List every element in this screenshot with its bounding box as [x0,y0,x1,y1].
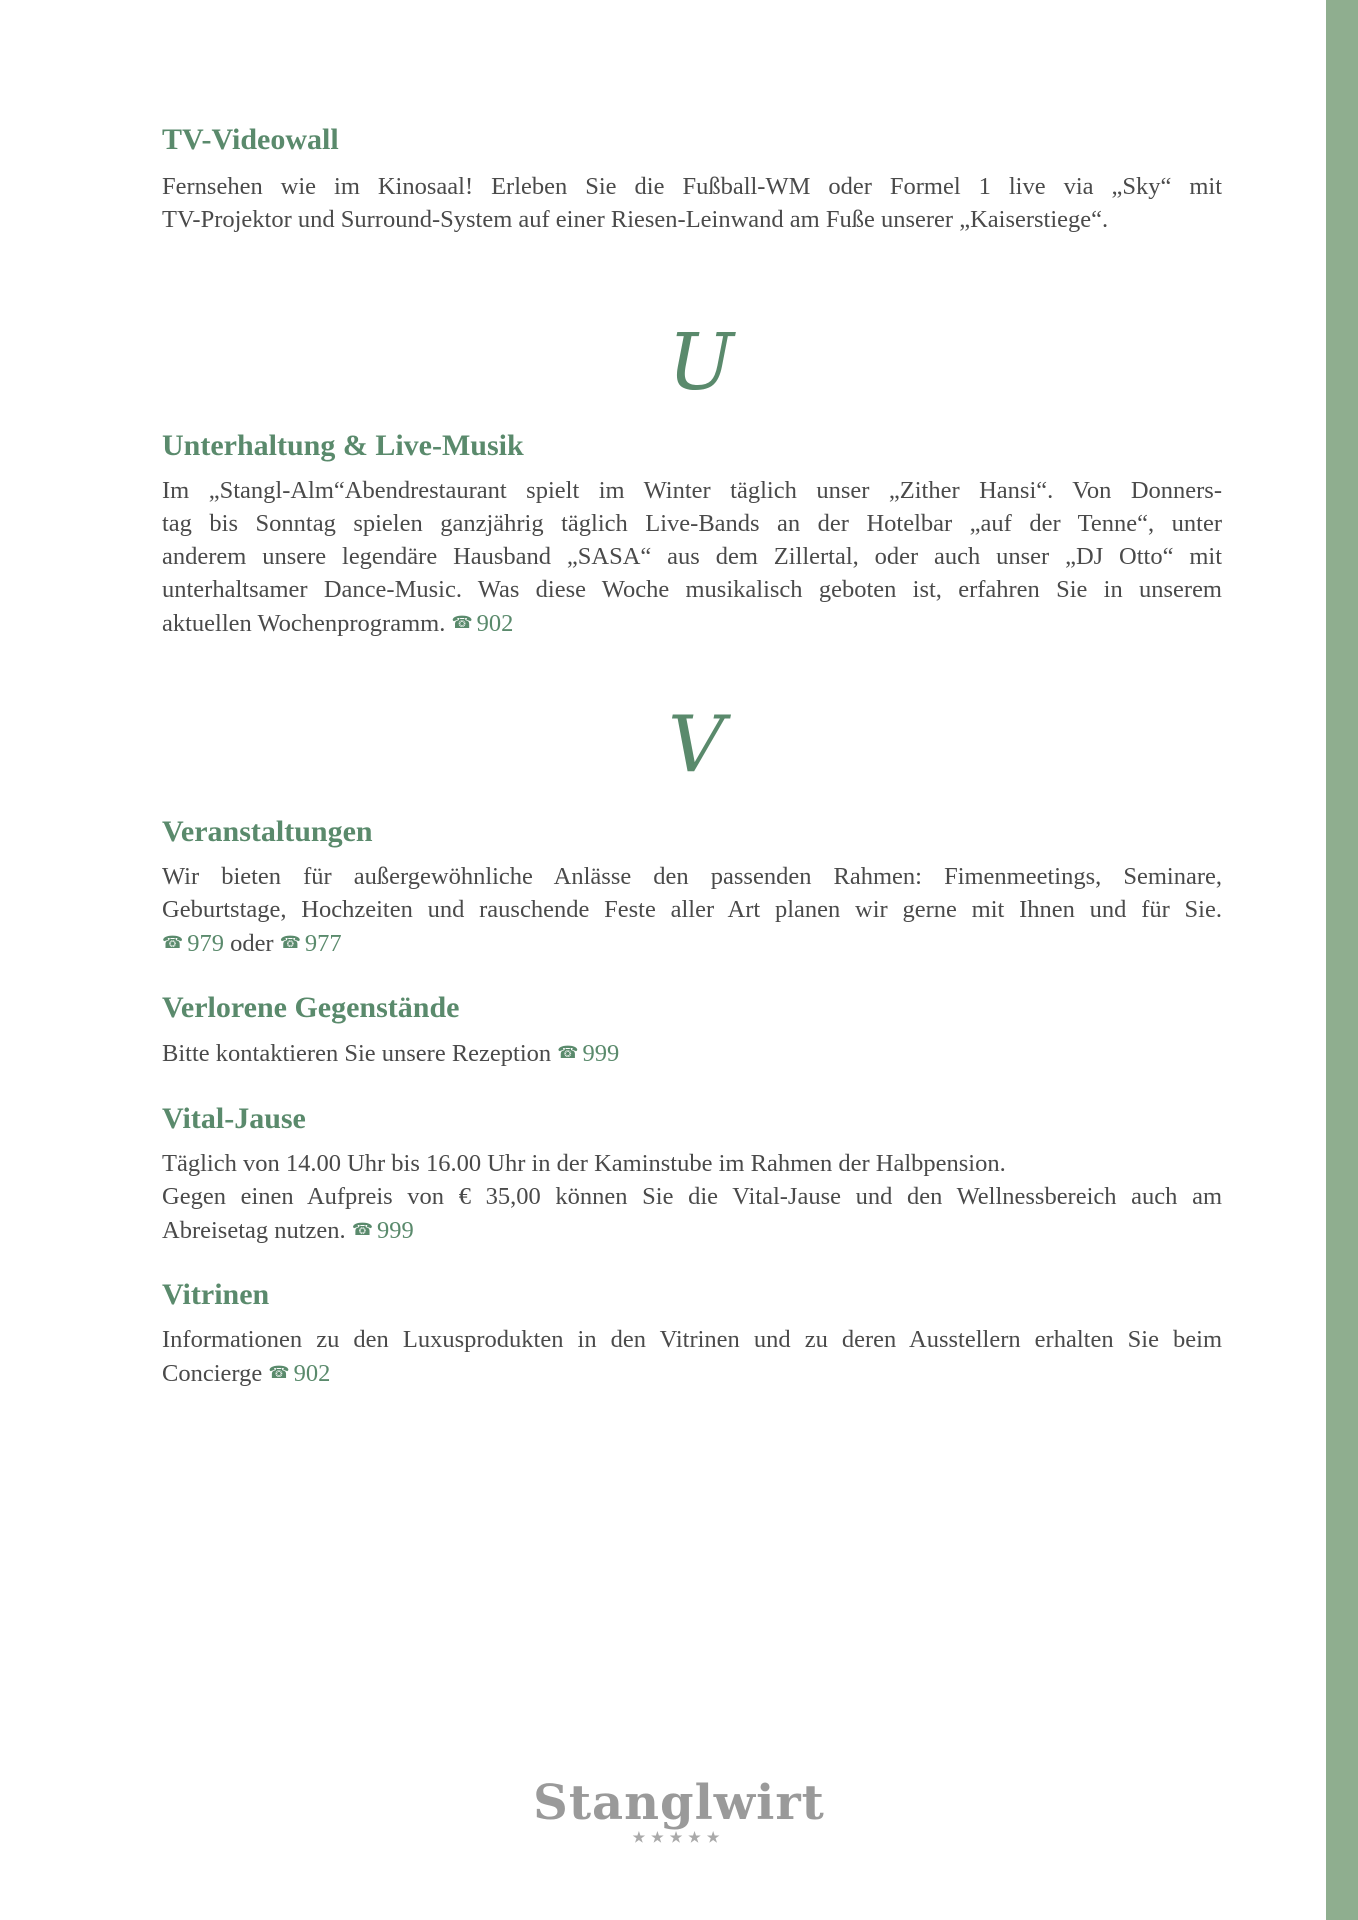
phone-link[interactable] [451,610,513,637]
paragraph-tv-videowall [162,170,1222,236]
heading-tv-videowall: TV-Videowall [162,123,339,156]
phone-link[interactable] [268,1360,330,1387]
heading-vital-jause: Vital-Jause [162,1102,306,1135]
text-fragment: Abreisetag nutzen. [162,1217,346,1244]
text-connector: oder [230,930,274,957]
text-line: Täglich von 14.00 Uhr bis 16.00 Uhr in der Kaminstube im Rahmen der Halbpension. [162,1150,1006,1177]
phone-number: 977 [304,930,342,957]
phone-icon: ☎ [162,933,184,952]
text-line [162,606,1222,640]
section-letter-v: V [668,700,725,790]
text-line [162,1213,1222,1247]
phone-link[interactable] [162,930,224,957]
paragraph-vitrinen [162,1323,1222,1390]
text-line: Geburtstage, Hochzeiten und rauschende Feste aller Art planen wir gerne mit Ihnen und für Sie. [162,896,1222,923]
text-line: tag bis Sonntag spielen ganzjährig täglich Live-Bands an der Hotelbar „auf der Tenne“, unter [162,510,1222,537]
text-line: Wir bieten für außergewöhnliche Anlässe den passenden Rahmen: Fimenmeetings, Seminare, [162,863,1222,890]
side-accent-bar [1326,0,1358,1920]
text-line: Im „Stangl-Alm“Abendrestaurant spielt im Winter täglich unser „Zither Hansi“. Von Donners- [162,477,1222,504]
phone-number: 902 [476,610,514,637]
phone-number: 979 [187,930,224,957]
text-fragment: Concierge [162,1360,263,1387]
text-line: Gegen einen Aufpreis von € 35,00 können Sie die Vital-Jause und den Wellnessbereich auch am [162,1183,1222,1210]
phone-number: 902 [293,1360,331,1387]
phone-icon: ☎ [268,1363,290,1382]
logo-wordmark: Stanglwirt [533,1775,825,1831]
paragraph-verlorene-gegenstaende [162,1036,1222,1070]
text-line [162,1356,1222,1390]
text-line [162,1036,1222,1070]
phone-number: 999 [582,1040,620,1067]
text-fragment: Bitte kontaktieren Sie unsere Rezeption [162,1040,552,1067]
phone-number: 999 [377,1217,414,1244]
text-line: Informationen zu den Luxusprodukten in den Vitrinen und zu deren Ausstellern erhalten Sie beim [162,1326,1222,1353]
stanglwirt-logo [0,1776,1358,1846]
phone-link[interactable] [280,930,342,957]
paragraph-vital-jause [162,1147,1222,1247]
heading-vitrinen: Vitrinen [162,1278,270,1311]
phone-link[interactable] [352,1217,414,1244]
text-line [162,926,1222,960]
text-fragment: aktuellen Wochenprogramm. [162,610,446,637]
section-letter-u: U [668,318,734,408]
logo-stars-icon: ★★★★★ [632,1830,726,1846]
heading-verlorene-gegenstaende: Verlorene Gegenstände [162,991,460,1024]
heading-veranstaltungen: Veranstaltungen [162,815,373,848]
text-line: TV-Projektor und Surround-System auf einer Riesen-Leinwand am Fuße unserer „Kaiserstiege“. [162,206,1109,233]
phone-link[interactable] [557,1040,619,1067]
paragraph-unterhaltung [162,474,1222,640]
text-line: Fernsehen wie im Kinosaal! Erleben Sie die Fußball-WM oder Formel 1 live via „Sky“ mit [162,173,1222,200]
phone-icon: ☎ [451,613,473,632]
phone-icon: ☎ [557,1043,579,1062]
heading-unterhaltung: Unterhaltung & Live-Musik [162,429,524,462]
phone-icon: ☎ [279,933,301,952]
text-line: unterhaltsamer Dance-Music. Was diese Woche musikalisch geboten ist, erfahren Sie in unserem [162,576,1222,603]
text-line: anderem unsere legendäre Hausband „SASA“ aus dem Zillertal, oder auch unser „DJ Otto“ mit [162,543,1222,570]
paragraph-veranstaltungen [162,860,1222,960]
phone-icon: ☎ [351,1220,373,1239]
